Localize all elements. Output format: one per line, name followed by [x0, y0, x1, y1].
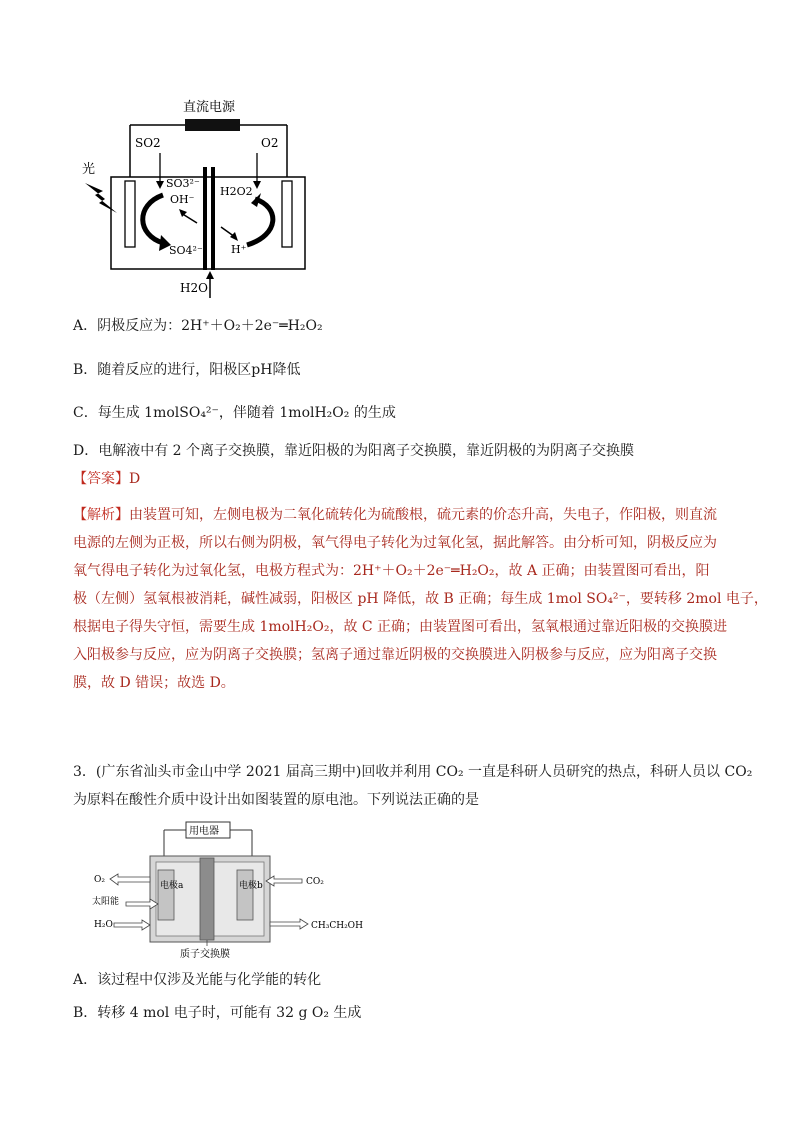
anode-electrode [125, 181, 135, 247]
h2o-in-label: H₂O [94, 920, 113, 930]
galvanic-cell-diagram [92, 818, 372, 960]
q2-option-d: D．电解液中有 2 个离子交换膜，靠近阳极的为阳离子交换膜，靠近阴极的为阴离子交换膜 [73, 443, 635, 459]
co2-in-label: CO₂ [306, 877, 324, 887]
q3-option-a: A．该过程中仅涉及光能与化学能的转化 [73, 972, 322, 988]
analysis-tag: 【解析】 [73, 507, 129, 523]
analysis-line: 根据电子得失守恒，需要生成 1molH₂O₂，故 C 正确；由装置图可看出，氢氧根通过靠近阳极的交换膜进 [73, 619, 728, 635]
h2o-label: H2O [180, 281, 208, 295]
q2-analysis [73, 501, 768, 697]
power-source-label: 直流电源 [183, 100, 236, 115]
cathode-electrode [282, 181, 292, 247]
ethanol-out-label: CH₃CH₂OH [311, 921, 363, 931]
electrolytic-cell [111, 177, 305, 269]
electrode-a-label: 电极a [160, 881, 184, 891]
q2-option-a: A．阴极反应为：2H⁺＋O₂＋2e⁻═H₂O₂ [73, 318, 323, 334]
o2-label: O2 [261, 136, 279, 150]
membrane-left [203, 167, 207, 270]
solar-label: 太阳能 [92, 897, 120, 907]
o2-out-label: O₂ [94, 875, 105, 885]
so2-label: SO2 [135, 136, 161, 150]
q2-option-b: B．随着反应的进行，阳极区pH降低 [73, 362, 301, 378]
answer-tag: 【答案】 [73, 471, 129, 487]
q2-option-c: C．每生成 1molSO₄²⁻，伴随着 1molH₂O₂ 的生成 [73, 405, 396, 421]
proton-membrane [200, 858, 214, 940]
q3-option-b: B．转移 4 mol 电子时，可能有 32 g O₂ 生成 [73, 1005, 362, 1021]
electrode-b-label: 电极b [239, 881, 263, 891]
analysis-line: 电源的左侧为正极，所以右侧为阴极，氧气得电子转化为过氧化氢，据此解答。由分析可知，阴极反应为 [73, 535, 717, 551]
analysis-line: 极（左侧）氢氧根被消耗，碱性减弱，阳极区 pH 降低，故 B 正确；每生成 1mol SO₄²⁻，要转移 2mol 电子， [73, 591, 768, 607]
lightning-icon [85, 183, 117, 213]
oh-label: OH⁻ [170, 193, 195, 206]
electrolysis-diagram [75, 95, 315, 300]
analysis-line: 入阳极参与反应，应为阴离子交换膜；氢离子通过靠近阴极的交换膜进入阴极参与反应，应为阳离子交换 [73, 647, 717, 663]
so4-label: SO4²⁻ [169, 244, 203, 257]
so3-label: SO3²⁻ [166, 177, 200, 190]
hplus-label: H⁺ [231, 243, 247, 256]
analysis-line: 由装置可知，左侧电极为二氧化硫转化为硫酸根，硫元素的价态升高，失电子，作阳极，则直流 [129, 507, 717, 523]
membrane-label: 质子交换膜 [180, 949, 230, 960]
light-label: 光 [82, 162, 96, 177]
device-label: 用电器 [189, 826, 219, 837]
answer-value: D [129, 471, 141, 487]
power-source-icon [185, 119, 240, 131]
q3-stem-line1: 3．(广东省汕头市金山中学 2021 届高三期中)回收并利用 CO₂ 一直是科研人员研究的热点，科研人员以 CO₂ [73, 764, 753, 780]
q3-stem-line2: 为原料在酸性介质中设计出如图装置的原电池。下列说法正确的是 [73, 792, 479, 808]
h2o2-label: H2O2 [220, 185, 253, 198]
analysis-line: 膜，故 D 错误；故选 D。 [73, 675, 235, 691]
q2-answer [73, 469, 140, 489]
membrane-right [211, 167, 215, 270]
analysis-line: 氧气得电子转化为过氧化氢，电极方程式为：2H⁺＋O₂＋2e⁻═H₂O₂，故 A 正确；由装置图可看出，阳 [73, 563, 710, 579]
